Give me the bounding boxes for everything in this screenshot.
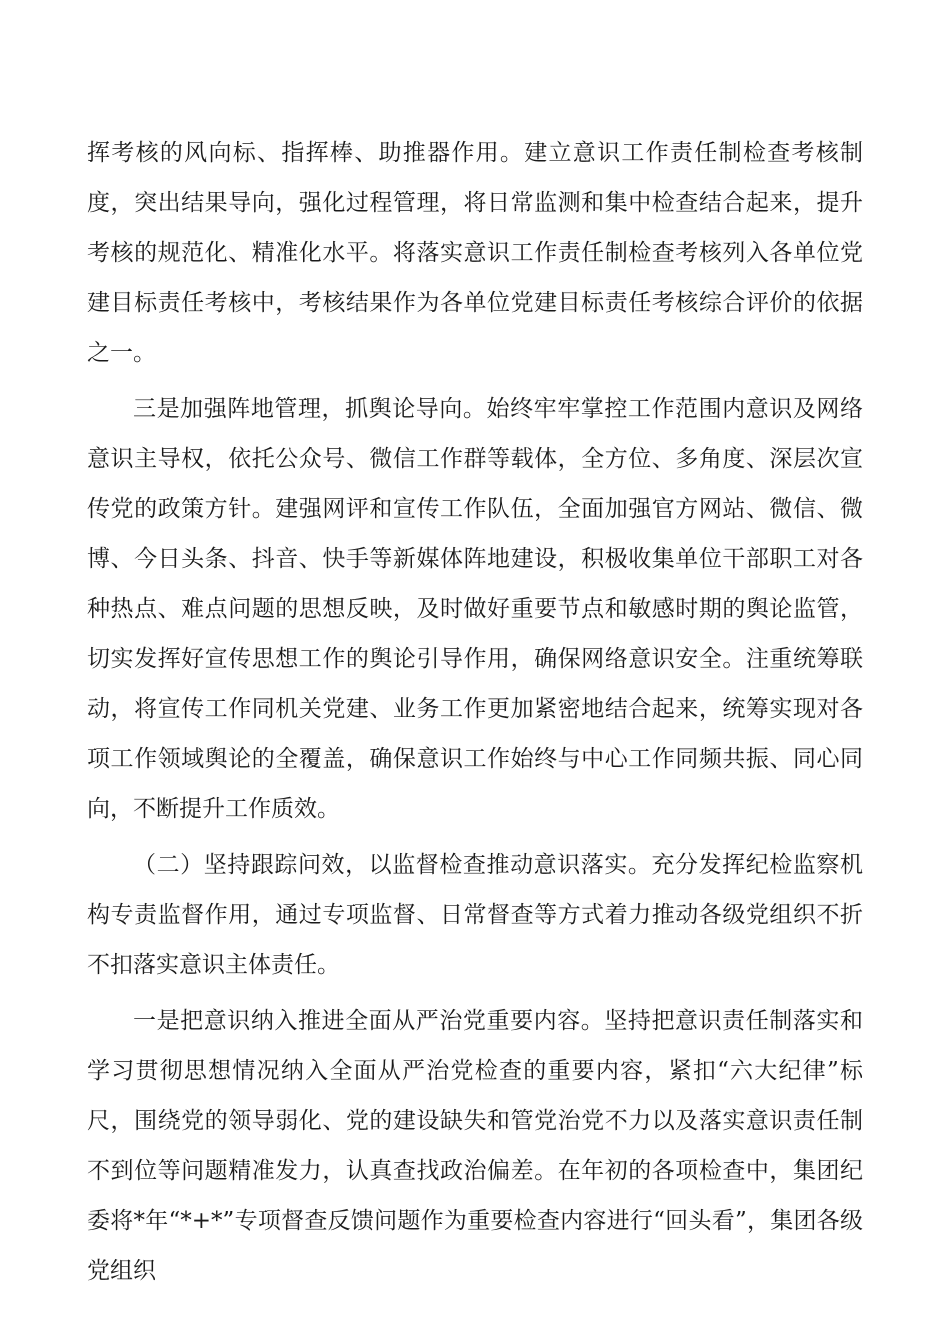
- paragraph-3: （二）坚持跟踪问效，以监督检查推动意识落实。充分发挥纪检监察机构专责监督作用，通过专项监督、日常督查等方式着力推动各级党组织不折不扣落实意识主体责任。: [87, 852, 863, 978]
- document-page: [87, 128, 863, 1302]
- paragraph-1: 挥考核的风向标、指挥棒、助推器作用。建立意识工作责任制检查考核制度，突出结果导向，强化过程管理，将日常监测和集中检查结合起来，提升考核的规范化、精准化水平。将落实意识工作责任制检查考核列入各单位党建目标责任考核中，考核结果作为各单位党建目标责任考核综合评价的依据之一。: [87, 140, 863, 366]
- paragraph-4: 一是把意识纳入推进全面从严治党重要内容。坚持把意识责任制落实和学习贯彻思想情况纳入全面从严治党检查的重要内容，紧扣“六大纪律”标尺，围绕党的领导弱化、党的建设缺失和管党治党不力以及落实意识责任制不到位等问题精准发力，认真查找政治偏差。在年初的各项检查中，集团纪委将*年“*+*”专项督查反馈问题作为重要检查内容进行“回头看”，集团各级党组织: [87, 1008, 863, 1284]
- paragraph-2: 三是加强阵地管理，抓舆论导向。始终牢牢掌控工作范围内意识及网络意识主导权，依托公众号、微信工作群等载体，全方位、多角度、深层次宣传党的政策方针。建强网评和宣传工作队伍，全面加强官方网站、微信、微博、今日头条、抖音、快手等新媒体阵地建设，积极收集单位干部职工对各种热点、难点问题的思想反映，及时做好重要节点和敏感时期的舆论监管，切实发挥好宣传思想工作的舆论引导作用，确保网络意识安全。注重统筹联动，将宣传工作同机关党建、业务工作更加紧密地结合起来，统筹实现对各项工作领域舆论的全覆盖，确保意识工作始终与中心工作同频共振、同心同向，不断提升工作质效。: [87, 396, 863, 822]
